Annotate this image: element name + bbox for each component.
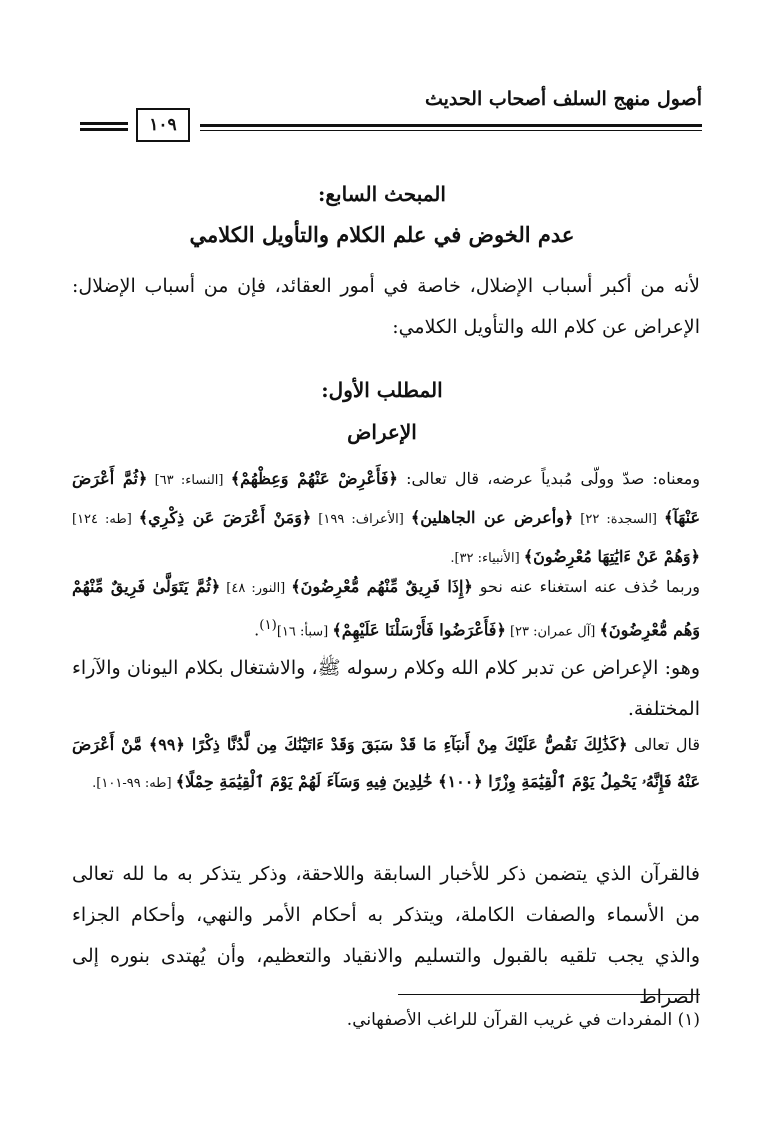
- quran-verse: ﴿وأعرض عن الجاهلين﴾: [410, 508, 574, 527]
- paragraph-text: وربما حُذف عنه استغناء عنه نحو: [472, 577, 701, 596]
- header-rule-short: [80, 122, 128, 131]
- section-title: عدم الخوض في علم الكلام والتأويل الكلامي: [189, 222, 575, 247]
- paragraph-text: قال تعالى: [627, 735, 700, 754]
- quran-verse: ﴿كَذَٰلِكَ نَقُصُّ عَلَيْكَ مِنْ أَنبَآءِ مَا قَدْ سَبَقَ وَقَدْ ءَاتَيْنَٰكَ مِن لَّدُنَّا ذِكْرًا ﴿٩٩﴾ مَّنْ أَعْرَضَ عَنْهُ فَإِنَّهُۥ يَحْمِلُ يَوْمَ ٱلْقِيَٰمَةِ وِزْرًا ﴿١٠٠﴾ خَٰلِدِينَ فِيهِ وَسَآءَ لَهُمْ يَوْمَ ٱلْقِيَٰمَةِ حِمْلًا﴾: [72, 735, 700, 791]
- verse-reference: [آل عمران: ٢٣]: [505, 624, 600, 640]
- subsection-heading: المطلب الأول:: [321, 378, 443, 402]
- quran-verse: ﴿فَأَعْرِضْ عَنْهُمْ وَعِظْهُمْ﴾: [230, 469, 398, 488]
- paragraph-text: ومعناه: صدّ وولّى مُبدياً عرضه، قال تعالى:: [397, 469, 700, 488]
- footnote-divider: [398, 994, 700, 995]
- quran-verse: ﴿وَمَنْ أَعْرَضَ عَن ذِكْرِي﴾: [138, 508, 312, 527]
- footnote: (١) المفردات في غريب القرآن للراغب الأصفهاني.: [346, 1010, 700, 1030]
- paragraph-definition: وهو: الإعراض عن تدبر كلام الله وكلام رسوله ﷺ، والاشتغال بكلام اليونان والآراء المختلفة.: [72, 657, 700, 720]
- paragraph-meaning: [72, 460, 700, 577]
- quran-verse: ﴿فَأَعْرَضُوا فَأَرْسَلْنَا عَلَيْهِمْ﴾: [332, 620, 506, 640]
- verse-reference: [سبأ: ١٦]: [276, 624, 333, 640]
- paragraph-omission: [72, 568, 700, 650]
- header-rule: [200, 124, 702, 131]
- quran-verse: ﴿ثُمَّ أَعْرَضَ عَنْهَآ﴾: [72, 469, 700, 527]
- verse-reference: [الأنبياء: ٣٢].: [450, 551, 524, 566]
- quran-verse: ﴿إِذَا فَرِيقٌ مِّنْهُم مُّعْرِضُونَ﴾: [291, 577, 473, 596]
- paragraph-intro: لأنه من أكبر أسباب الإضلال، خاصة في أمور العقائد، فإن من أسباب الإضلال: الإعراض عن كلام الله والتأويل الكلامي:: [72, 275, 700, 338]
- verse-reference: [الأعراف: ١٩٩]: [311, 512, 411, 527]
- subsection-title: الإعراض: [347, 420, 417, 444]
- verse-reference: [السجدة: ٢٢]: [573, 512, 664, 527]
- verse-reference: [طه: ٩٩-١٠١].: [92, 776, 176, 791]
- running-title: أصول منهج السلف أصحاب الحديث: [424, 88, 702, 110]
- quran-verse: ﴿وَهُمْ عَنْ ءَايَٰتِهَا مُعْرِضُونَ﴾: [523, 547, 700, 566]
- quran-verse: ﴿ثُمَّ يَتَوَلَّىٰ فَرِيقٌ مِّنْهُمْ وَهُم مُّعْرِضُونَ﴾: [72, 577, 700, 640]
- verse-reference: [النور: ٤٨]: [220, 581, 292, 596]
- paragraph-quran-remembrance: فالقرآن الذي يتضمن ذكر للأخبار السابقة واللاحقة، وذكر يتذكر به ما لله تعالى من الأسماء والصفات الكاملة، ويتذكر به أحكام الأمر والنهي، وأحكام الجزاء والذي يجب تلقيه بالقبول والتسليم والانقياد والتعظيم، وأن يُهتدى بنوره إلى الصراط: [72, 863, 700, 1008]
- paragraph-text: .: [254, 620, 260, 640]
- footnote-marker[interactable]: (١): [259, 618, 277, 633]
- verse-reference: [النساء: ٦٣]: [147, 473, 231, 488]
- paragraph-verse-taha: [72, 726, 700, 802]
- page-number: ١٠٩: [136, 108, 190, 142]
- section-heading: المبحث السابع:: [318, 182, 446, 206]
- verse-reference: [طه: ١٢٤]: [72, 512, 139, 527]
